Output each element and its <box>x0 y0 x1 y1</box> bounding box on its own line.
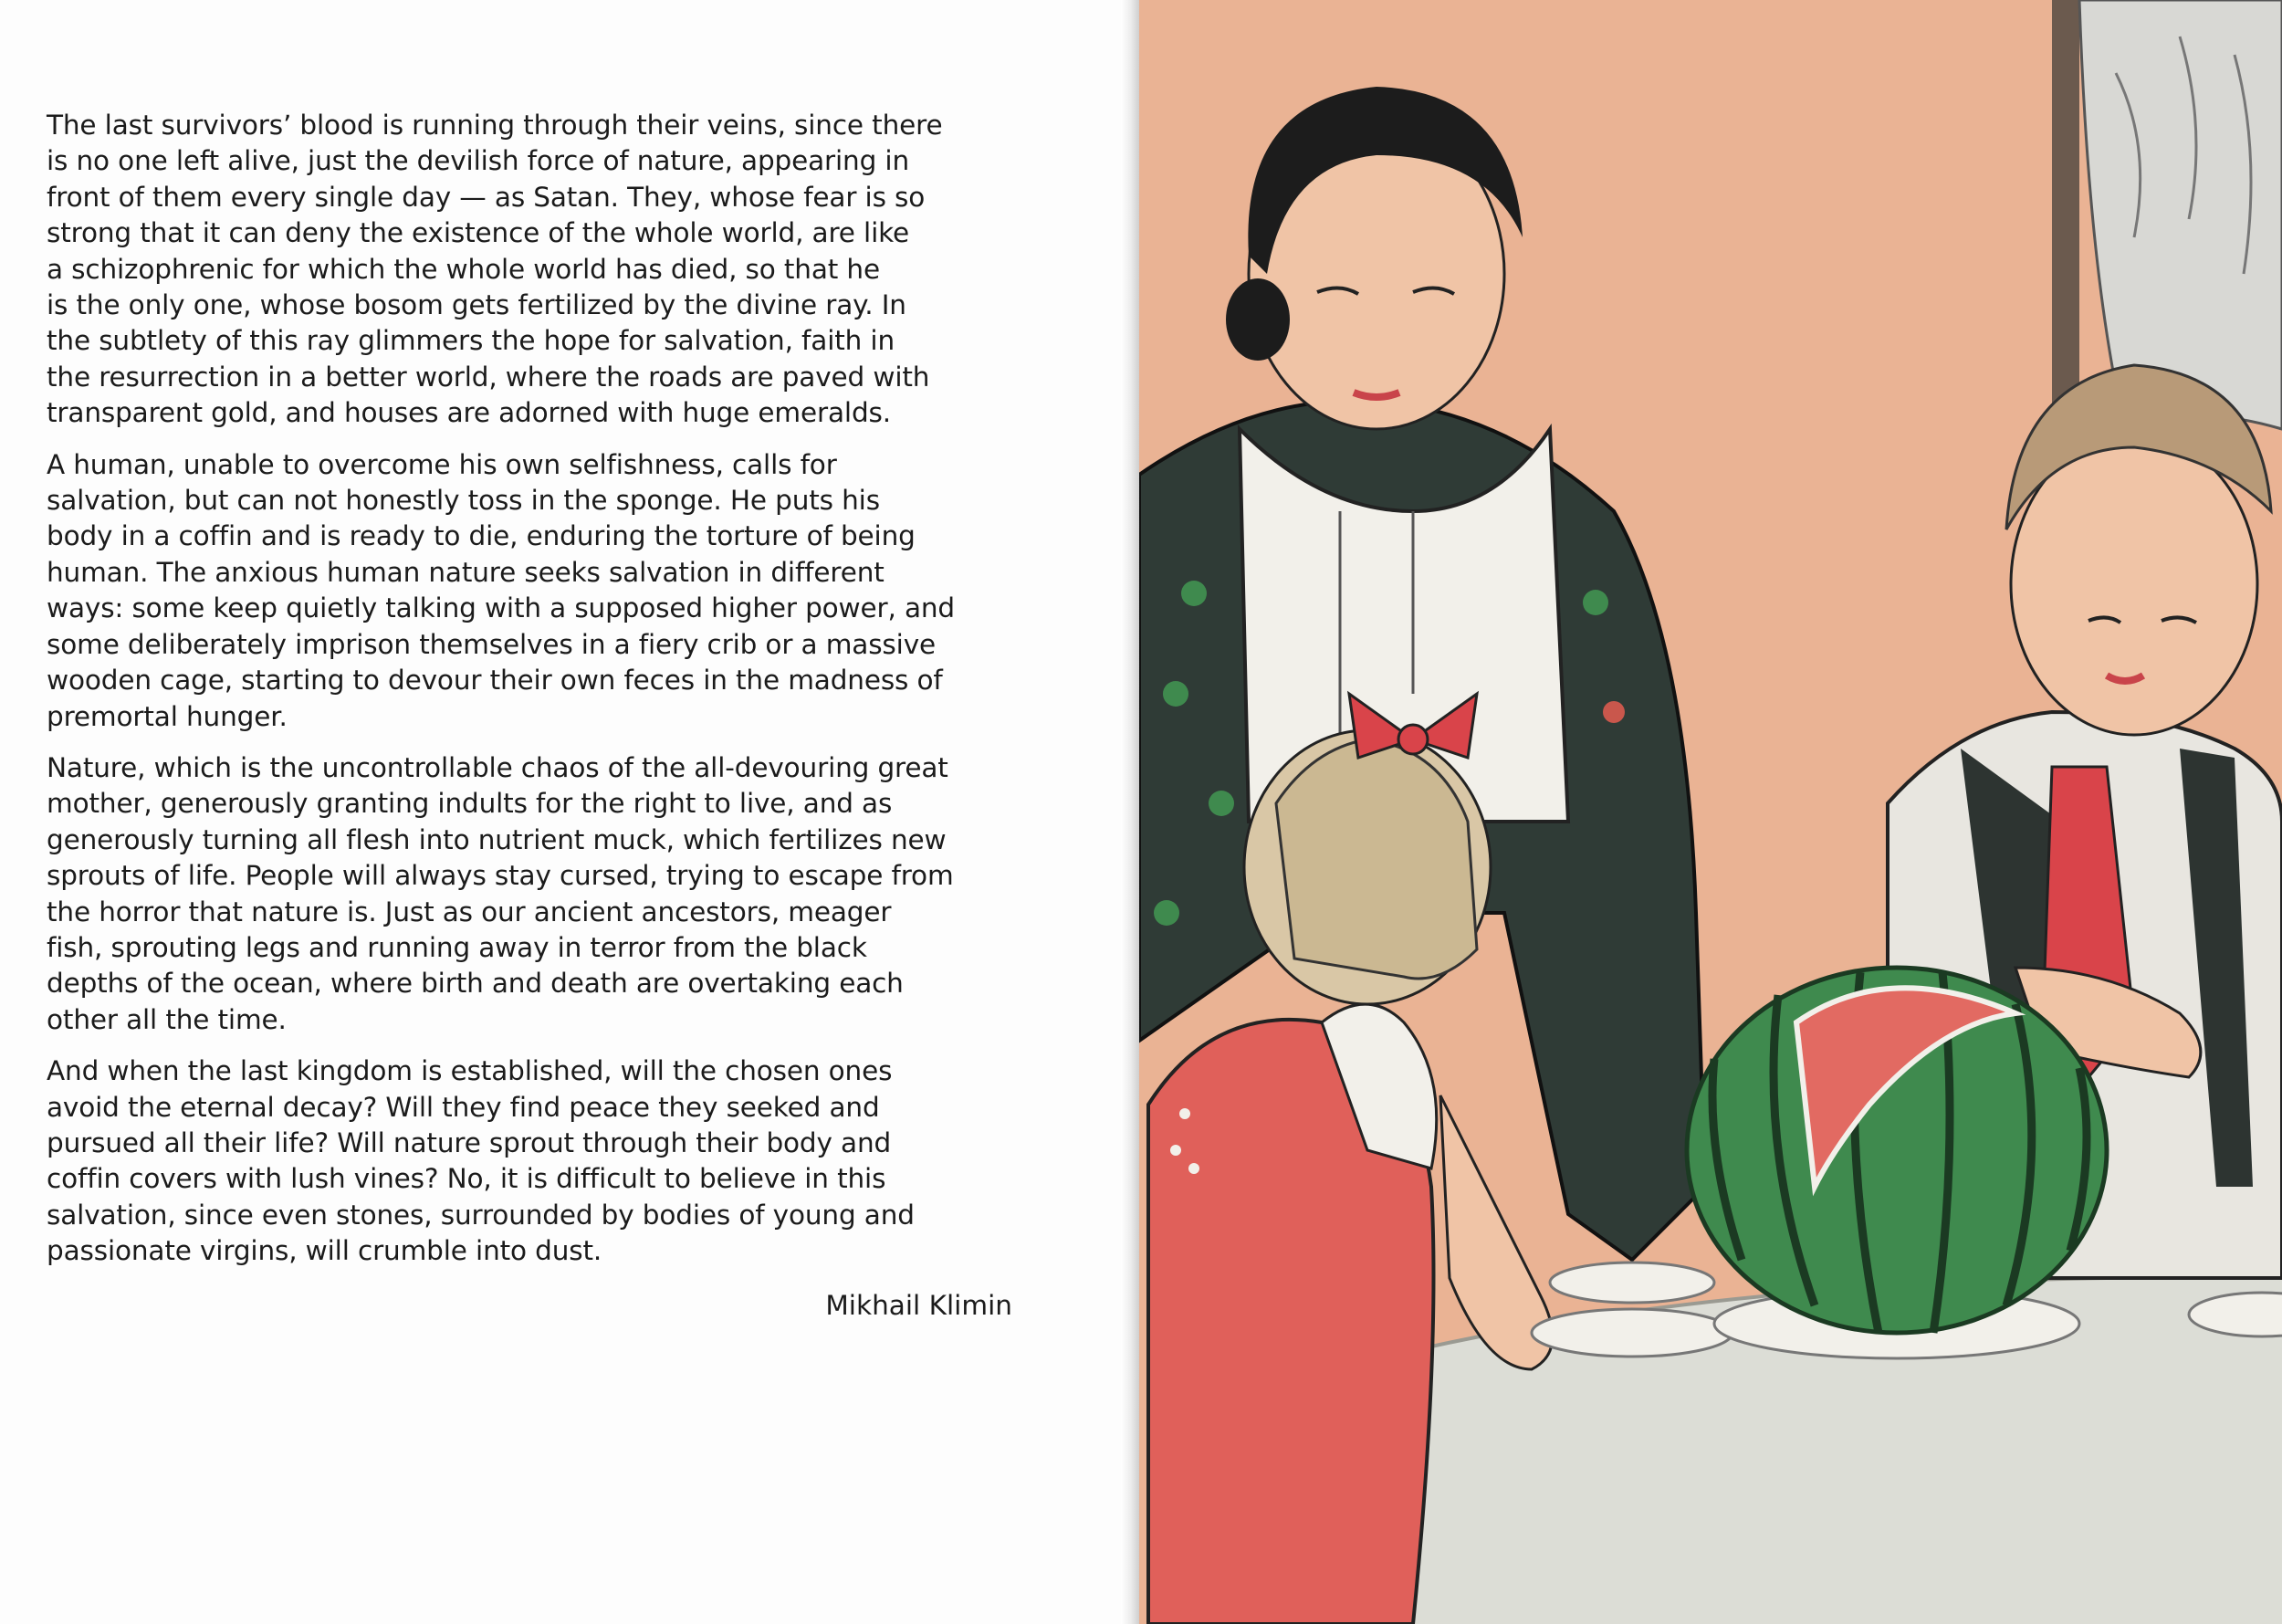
author-signature: Mikhail Klimin <box>825 1290 1012 1321</box>
text-line: human. The anxious human nature seeks salvation in different <box>47 556 885 588</box>
text-line: other all the time. <box>47 1003 287 1035</box>
window-frame <box>2052 0 2079 429</box>
page-gutter <box>1121 0 1139 1624</box>
text-line: coffin covers with lush vines? No, it is difficult to believe in this <box>47 1163 886 1195</box>
paragraph-3 <box>47 750 1014 1038</box>
text-line: Nature, which is the uncontrollable chaos of the all-devouring great <box>47 751 948 783</box>
text-line: avoid the eternal decay? Will they find peace they seeked and <box>47 1091 880 1123</box>
plate-left <box>1550 1263 1714 1303</box>
text-line: passionate virgins, will crumble into dust. <box>47 1235 602 1267</box>
right-page <box>1139 0 2282 1624</box>
text-line: a schizophrenic for which the whole world has died, so that he <box>47 253 880 285</box>
text-line: some deliberately imprison themselves in a fiery crib or a massive <box>47 628 937 660</box>
text-line: ways: some keep quietly talking with a supposed higher power, and <box>47 592 956 624</box>
text-line: is no one left alive, just the devilish force of nature, appearing in <box>47 145 910 177</box>
text-line: strong that it can deny the existence of the whole world, are like <box>47 217 910 249</box>
plate-center <box>1532 1309 1732 1357</box>
text-line: A human, unable to overcome his own selfishness, calls for <box>47 448 837 480</box>
text-line: salvation, but can not honestly toss in the sponge. He puts his <box>47 485 880 517</box>
text-line: mother, generously granting indults for the right to live, and as <box>47 788 893 820</box>
text-line: generously turning all flesh into nutrient muck, which fertilizes new <box>47 823 947 855</box>
text-line: depths of the ocean, where birth and death are overtaking each <box>47 968 904 1000</box>
text-line: the subtlety of this ray glimmers the hope for salvation, faith in <box>47 325 895 357</box>
text-line: premortal hunger. <box>47 700 288 732</box>
paragraph-4 <box>47 1053 1014 1269</box>
text-line: And when the last kingdom is established, will the chosen ones <box>47 1055 893 1087</box>
paragraph-2 <box>47 447 1014 735</box>
text-line: is the only one, whose bosom gets fertilized by the divine ray. In <box>47 289 906 321</box>
text-line: transparent gold, and houses are adorned with huge emeralds. <box>47 397 891 429</box>
text-line: fish, sprouting legs and running away in terror from the black <box>47 931 867 963</box>
left-page <box>0 0 1136 1624</box>
text-line: the resurrection in a better world, where the roads are paved with <box>47 361 930 393</box>
text-line: sprouts of life. People will always stay cursed, trying to escape from <box>47 860 954 892</box>
essay-text <box>47 108 1014 1285</box>
text-line: The last survivors’ blood is running through their veins, since there <box>47 110 943 141</box>
family-watermelon-illustration <box>1139 0 2282 1624</box>
text-line: front of them every single day — as Satan. They, whose fear is so <box>47 181 926 213</box>
text-line: wooden cage, starting to devour their own feces in the madness of <box>47 665 943 697</box>
text-line: the horror that nature is. Just as our ancient ancestors, meager <box>47 896 892 927</box>
text-line: pursued all their life? Will nature sprout through their body and <box>47 1126 892 1158</box>
text-line: salvation, since even stones, surrounded by bodies of young and <box>47 1199 915 1231</box>
watermelon <box>1687 968 2107 1333</box>
paragraph-1 <box>47 108 1014 432</box>
text-line: body in a coffin and is ready to die, enduring the torture of being <box>47 520 916 552</box>
